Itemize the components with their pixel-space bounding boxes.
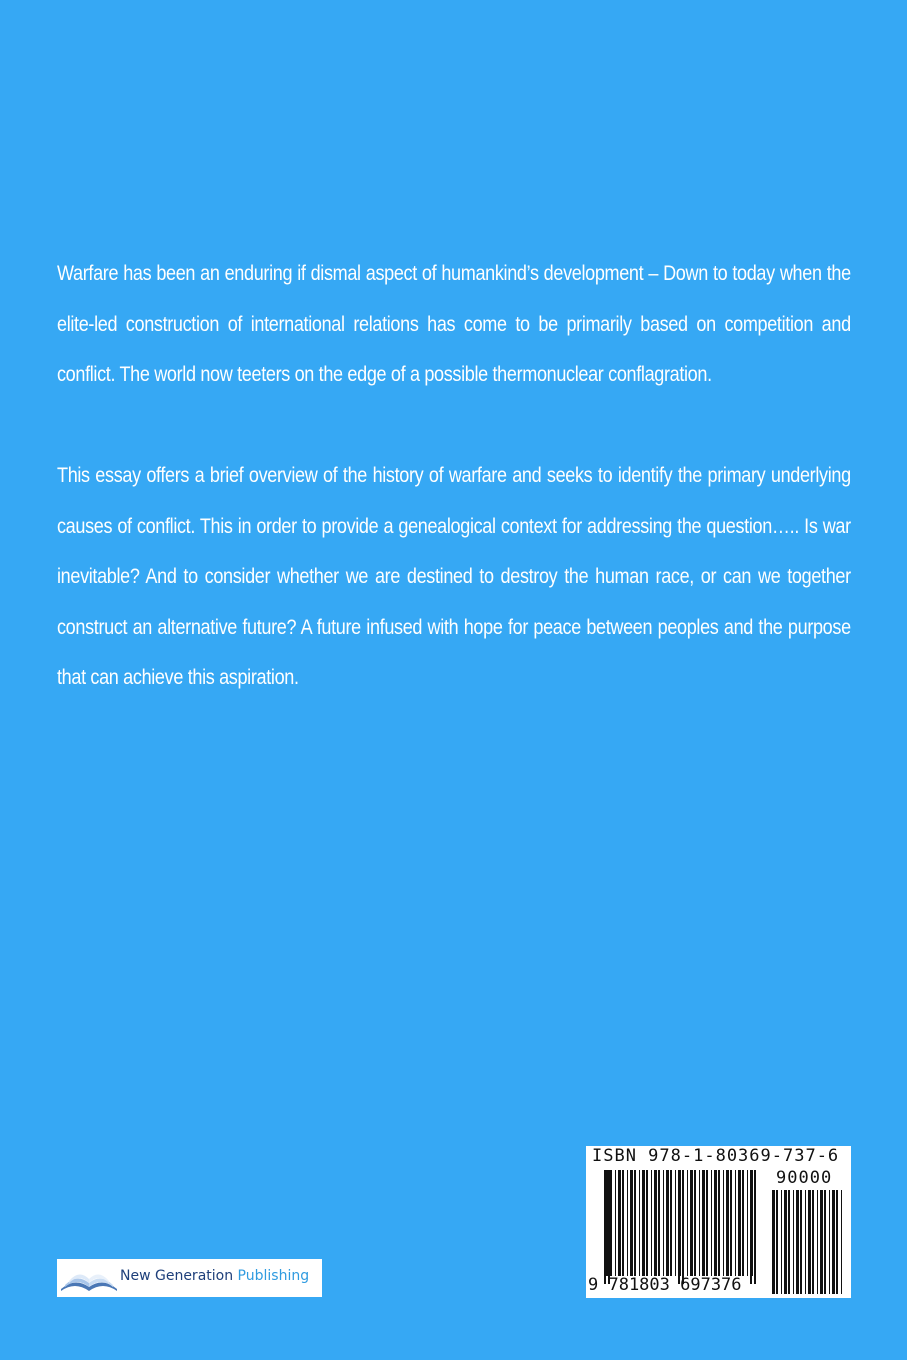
barcode-bar: [805, 1190, 806, 1294]
barcode-bar: [651, 1170, 652, 1276]
barcode-bar: [658, 1170, 660, 1276]
blurb-paragraph-2: This essay offers a brief overview of the history of warfare and seeks to identify the primary underlying causes of conflict. This in order to provide a genealogical context for addressing the question….. Is war inevitable? And to consider whether we are destined to destroy the human race, or can we together construct an alternative future? A future infused with hope for peace between peoples and the purpose that can achieve this aspiration.: [57, 464, 851, 689]
barcode-guard-bar: [608, 1170, 610, 1284]
barcode-bar: [618, 1170, 621, 1276]
barcode-bar: [663, 1170, 664, 1276]
barcode-bar: [841, 1190, 842, 1294]
barcode-bar: [666, 1170, 669, 1276]
barcode-bar: [735, 1170, 736, 1276]
barcode-bar: [699, 1170, 700, 1276]
barcode-bar: [711, 1170, 712, 1276]
barcode-bar: [714, 1170, 717, 1276]
barcode-bar: [687, 1170, 688, 1276]
barcode-bar: [788, 1190, 790, 1294]
open-book-icon: [59, 1263, 119, 1293]
barcode-bar: [800, 1190, 802, 1294]
barcode-bar: [702, 1170, 705, 1276]
barcode-bar: [772, 1190, 775, 1294]
barcode-bar: [622, 1170, 624, 1276]
barcode-guard-bar: [750, 1170, 752, 1284]
barcode-bar: [738, 1170, 741, 1276]
barcode-guard-bar: [682, 1170, 684, 1284]
isbn-label: ISBN 978-1-80369-737-6: [592, 1146, 840, 1166]
barcode-bar: [796, 1190, 799, 1294]
barcode-bar: [747, 1170, 748, 1276]
barcode-bar: [627, 1170, 628, 1276]
barcode-bar: [781, 1190, 782, 1294]
barcode-bar: [742, 1170, 744, 1276]
blurb-paragraph-1: Warfare has been an enduring if dismal aspect of humankind’s development – Down to today when the elite-led construction of international relations has come to be primarily based on competition and conflict. The world now teeters on the edge of a possible thermonuclear conflagration.: [57, 262, 851, 386]
barcode-bar: [610, 1170, 612, 1276]
barcode-bar: [670, 1170, 672, 1276]
barcode-bar: [824, 1190, 826, 1294]
barcode-bar: [776, 1190, 778, 1294]
barcode-bar: [730, 1170, 732, 1276]
barcode-bar: [706, 1170, 708, 1276]
barcode-guard-bar: [604, 1170, 606, 1284]
barcode-guard-bar: [678, 1170, 680, 1284]
barcode-bar: [808, 1190, 811, 1294]
barcode-bar: [723, 1170, 724, 1276]
barcode-bar: [630, 1170, 633, 1276]
publisher-logo: [57, 1259, 322, 1297]
publisher-name: [120, 1268, 309, 1284]
barcode-bar: [793, 1190, 794, 1294]
barcode-guard-bar: [754, 1170, 756, 1284]
barcode-bar: [690, 1170, 693, 1276]
barcode-bar: [832, 1190, 835, 1294]
barcode-bar: [718, 1170, 720, 1276]
barcode-bar: [634, 1170, 636, 1276]
barcode-bar: [615, 1170, 616, 1276]
barcode-bar: [694, 1170, 696, 1276]
publisher-name-part-2: Publishing: [237, 1268, 310, 1284]
barcode-bar: [726, 1170, 729, 1276]
barcode-bar: [829, 1190, 830, 1294]
barcode-bar: [817, 1190, 818, 1294]
barcode-digits: 9 781803 697376: [588, 1275, 742, 1295]
barcode-bar: [654, 1170, 657, 1276]
barcode-bar: [784, 1190, 787, 1294]
price-addon: 90000: [776, 1168, 833, 1188]
barcode-bar: [646, 1170, 648, 1276]
barcode-bar: [812, 1190, 814, 1294]
barcode-bar: [820, 1190, 823, 1294]
barcode-bar: [642, 1170, 645, 1276]
publisher-name-part-1: New Generation: [120, 1268, 234, 1284]
barcode-bar: [639, 1170, 640, 1276]
isbn-barcode: [586, 1146, 851, 1298]
barcode-bar: [675, 1170, 676, 1276]
barcode-bar: [836, 1190, 838, 1294]
